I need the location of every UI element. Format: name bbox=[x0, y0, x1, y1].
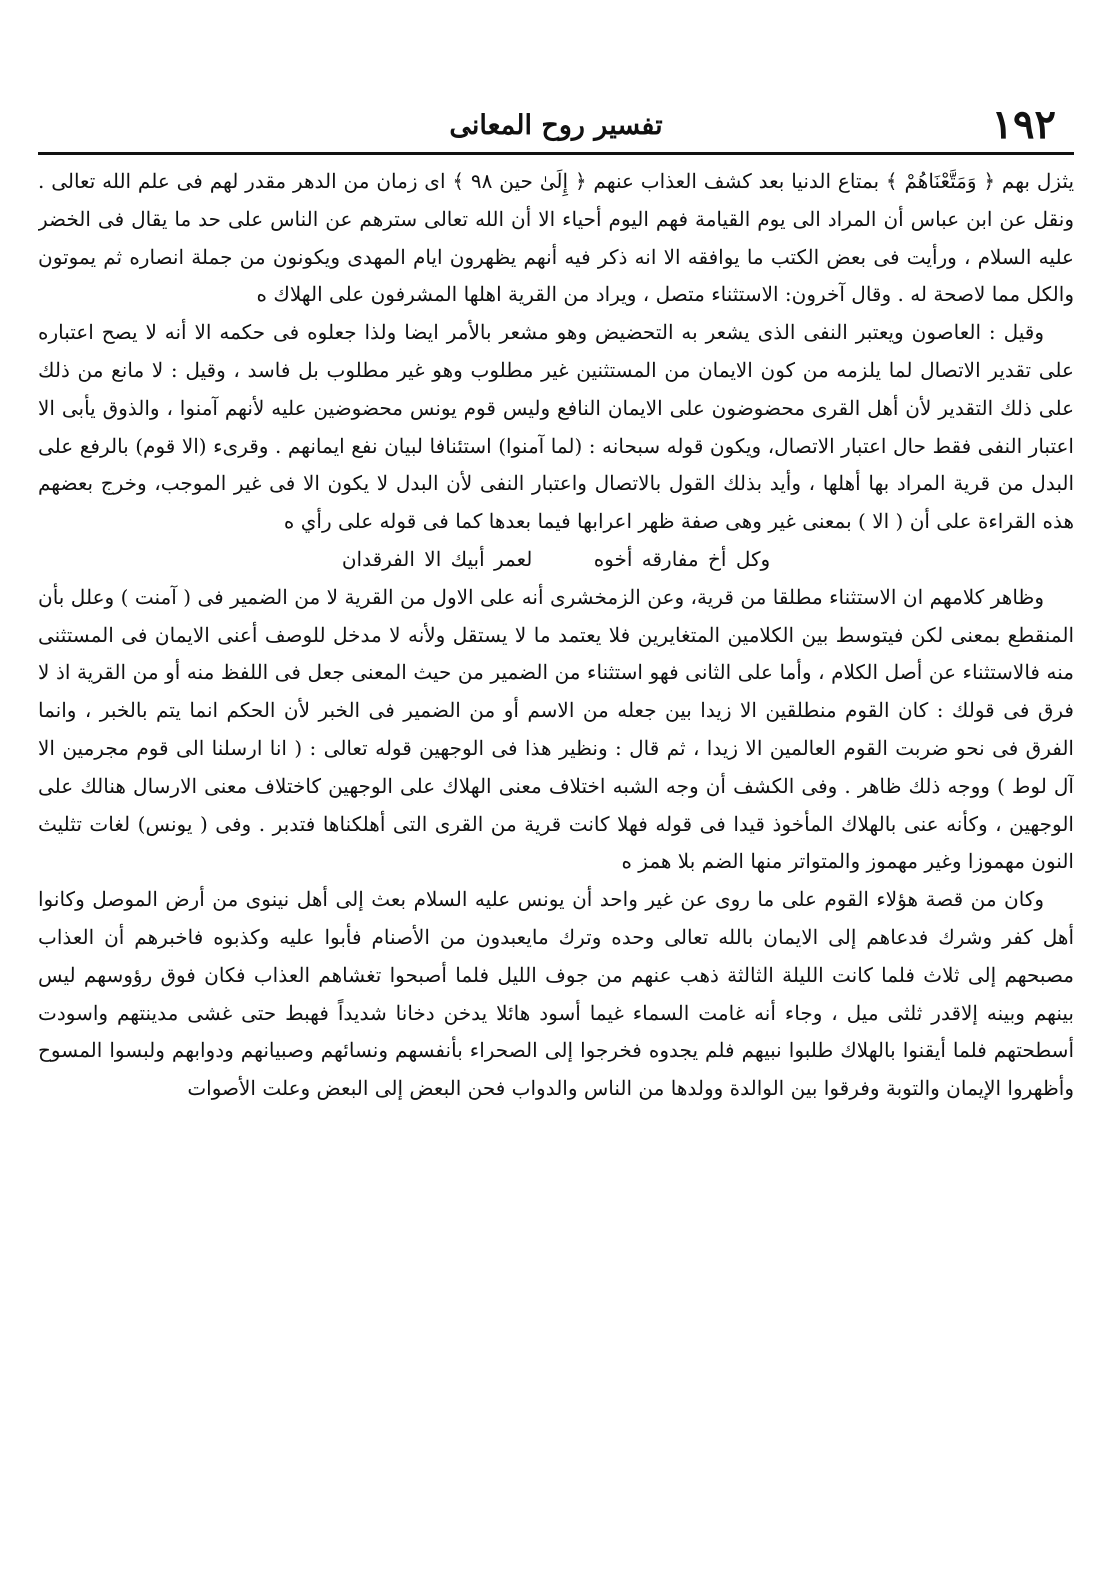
verse-second-hemistich: لعمر أبيك الا الفرقدان bbox=[341, 546, 533, 571]
running-title: تفسير روح المعانى bbox=[449, 110, 663, 141]
document-page bbox=[38, 100, 1074, 1560]
paragraph-3: وظاهر كلامهم ان الاستثناء مطلقا من قرية، وعن الزمخشرى أنه على الاول من القرية لا من الضمير فى ( آمنت ) وعلل بأن المنقطع بمعنى لكن فيتوسط بين الكلامين المتغايرين فلا يعتمد ما لا يستقل ولأنه لا مدخل للوصف أعنى الايمان فى المستثنى منه فالاستثناء عن أصل الكلام ، وأما على الثانى فهو استثناء من الضمير من حيث المعنى جعل فى اللفظ منه أو من القرية اذ لا فرق فى قولك : كان القوم منطلقين الا زيدا بين جعله من الاسم أو من الضمير فى الخبر لأن الحكم انما يتم بالخبر ، وانما الفرق فى نحو ضربت القوم العالمين الا زيدا ، ثم قال : ونظير هذا فى الوجهين قوله تعالى : ( انا ارسلنا الى قوم مجرمين الا آل لوط ) ووجه ذلك ظاهر . وفى الكشف أن وجه الشبه اختلاف معنى الهلاك على الوجهين كاختلاف معنى الارسال هنالك على الوجهين ، وكأنه عنى بالهلاك المأخوذ قيدا فى قوله فهلا كانت قرية من القرى التى أهلكناها فتدبر . وفى ( يونس) لغات تثليث النون مهموزا وغير مهموز والمتواتر منها الضم بلا همز ه bbox=[38, 584, 1074, 874]
poetry-verse bbox=[38, 541, 1074, 579]
page-body bbox=[38, 163, 1074, 1108]
page-number: ١٩٢ bbox=[991, 101, 1056, 148]
paragraph-4: وكان من قصة هؤلاء القوم على ما روى عن غير واحد أن يونس عليه السلام بعث إلى أهل نينوى من أرض الموصل وكانوا أهل كفر وشرك فدعاهم إلى الايمان بالله تعالى وحده وترك مايعبدون من الأصنام فأبوا عليه وكذبوه فاخبرهم أن العذاب مصبحهم إلى ثلاث فلما كانت الليلة الثالثة ذهب عنهم من جوف الليل فلما أصبحوا تغشاهم العذاب فكان فوق رؤوسهم ليس بينهم وبينه إلاقدر ثلثى ميل ، وجاء أنه غامت السماء غيما أسود هائلا يدخن دخانا شديداً فهبط حتى غشى مدينتهم واسودت أسطحتهم فلما أيقنوا بالهلاك طلبوا نبيهم فلم يجدوه فخرجوا إلى الصحراء بأنفسهم ونسائهم وصبيانهم ودوابهم ولبسوا المسوح وأظهروا الإيمان والتوبة وفرقوا بين الوالدة وولدها من الناس والدواب فحن البعض إلى البعض وعلت الأصوات bbox=[38, 887, 1074, 1101]
header-rule bbox=[38, 152, 1074, 155]
paragraph-1: يثزل بهم ﴿ وَمَتَّعْنَاهُمْ ﴾ بمتاع الدنيا بعد كشف العذاب عنهم ﴿ إِلَىٰ حين ٩٨ ﴾ اى زمان من الدهر مقدر لهم فى علم الله تعالى . ونقل عن ابن عباس أن المراد الى يوم القيامة فهم اليوم أحياء الا أن الله تعالى سترهم عن الناس على حد ما يقال فى الخضر عليه السلام ، ورأيت فى بعض الكتب ما يوافقه الا انه ذكر فيه أنهم يظهرون ايام المهدى ويكونون من جملة انصاره ثم يموتون والكل مما لاصحة له . وقال آخرون: الاستثناء متصل ، ويراد من القرية اهلها المشرفون على الهلاك ه bbox=[38, 169, 1074, 307]
page-header bbox=[38, 100, 1074, 152]
paragraph-2: وقيل : العاصون ويعتبر النفى الذى يشعر به التحضيض وهو مشعر بالأمر ايضا ولذا جعلوه فى حكمه الا أنه لا يصح اعتباره على تقدير الاتصال لما يلزمه من كون الايمان من المستثنين غير مطلوب وهو غير مطلوب بل فاسد ، وقيل : لا مانع من ذلك على ذلك التقدير لأن أهل القرى محضوضون على الايمان النافع وليس قوم يونس محضوضين عليه لأنهم آمنوا ، والذوق يأبى الا اعتبار النفى فقط حال اعتبار الاتصال، ويكون قوله سبحانه : (لما آمنوا) استئنافا لبيان نفع ايمانهم . وقرىء (الا قوم) بالرفع على البدل من قرية المراد بها أهلها ، وأيد بذلك القول بالاتصال واعتبار النفى لأن البدل لا يكون الا فى غير الموجب، وخرج بعضهم هذه القراءة على أن ( الا ) بمعنى غير وهى صفة ظهر اعرابها فيما بعدها كما فى قوله على رأي ه bbox=[38, 320, 1074, 534]
verse-first-hemistich: وكل أخ مفارقه أخوه bbox=[593, 546, 771, 571]
